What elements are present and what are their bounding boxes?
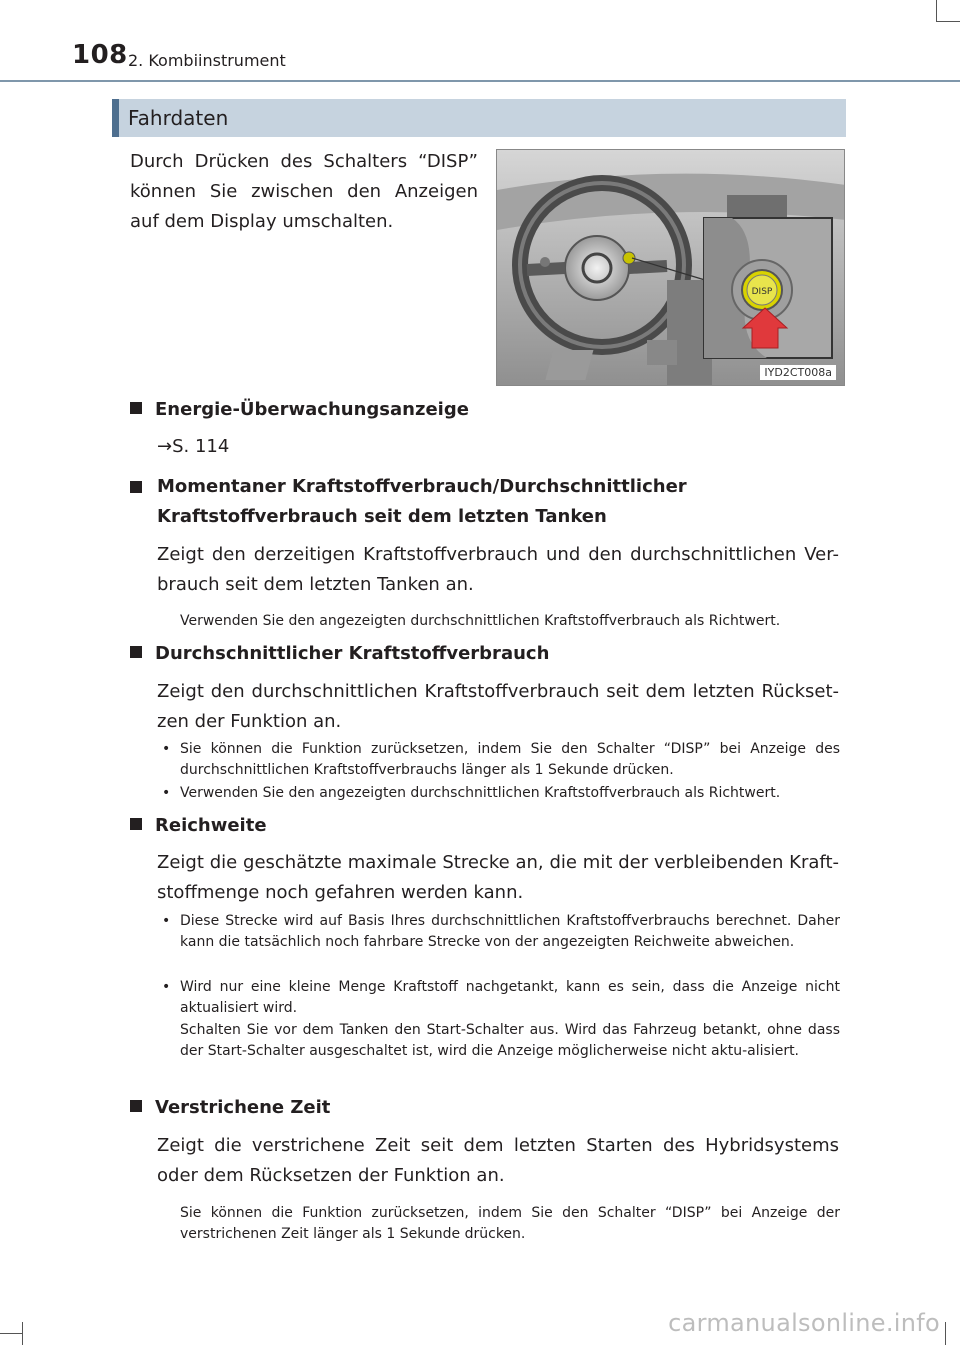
list-item-text: Wird nur eine kleine Menge Kraftstoff nachgetankt, kann es sein, dass die Anzeige nicht aktualisiert wird. [180, 979, 840, 1016]
heading-text: Momentaner Kraftstoffverbrauch/Durchschnittlicher Kraftstoffverbrauch seit dem letzten Tanken [157, 476, 687, 527]
item-heading [130, 811, 267, 841]
list-item [162, 739, 840, 781]
crop-mark [945, 1322, 946, 1345]
heading-text: Durchschnittlicher Kraftstoffverbrauch [155, 643, 550, 664]
list-item-text: Sie können die Funktion zurücksetzen, indem Sie den Schalter “DISP” bei Anzeige des durchschnittlichen Kraftstoffverbrauchs länger als 1 Sekunde drücken. [180, 741, 840, 778]
item-text: Zeigt den durchschnittlichen Kraftstoffverbrauch seit dem letzten Rückset-zen der Funktion an. [157, 681, 839, 732]
figure-code: IYD2CT008a [760, 365, 836, 380]
disp-button-label: DISP [751, 287, 773, 297]
crop-mark [0, 1333, 22, 1334]
page-reference: →S. 114 [157, 436, 230, 457]
heading-text: Verstrichene Zeit [155, 1097, 331, 1118]
list-item [162, 783, 840, 804]
crop-mark [22, 1322, 23, 1345]
crop-mark [936, 21, 960, 22]
dashboard-drawing [497, 150, 845, 386]
intro-paragraph: Durch Drücken des Schalters “DISP” können Sie zwischen den Anzeigen auf dem Display umschalten. [130, 151, 478, 232]
item-heading [130, 1093, 330, 1123]
list-item-text: Verwenden Sie den angezeigten durchschnittlichen Kraftstoffverbrauch als Richtwert. [180, 785, 781, 801]
header-rule [0, 80, 960, 82]
square-bullet-icon [130, 1100, 142, 1112]
list-item-text: Schalten Sie vor dem Tanken den Start-Schalter aus. Wird das Fahrzeug betankt, ohne dass der Start-Schalter ausgeschaltet ist, wird die Anzeige möglicherweise nicht aktu-alisiert. [180, 1022, 840, 1059]
section-title: Fahrdaten [128, 106, 229, 130]
heading-text: Energie-Überwachungsanzeige [155, 399, 469, 420]
item-note: Sie können die Funktion zurücksetzen, indem Sie den Schalter “DISP” bei Anzeige der verstrichenen Zeit länger als 1 Sekunde drücken. [180, 1205, 840, 1242]
item-heading [130, 472, 840, 532]
item-text: Zeigt die verstrichene Zeit seit dem letzten Starten des Hybridsystems oder dem Rücksetzen der Funktion an. [157, 1135, 839, 1186]
heading-text: Reichweite [155, 815, 267, 836]
bullet-icon: • [162, 913, 171, 929]
chapter-title: 2. Kombiinstrument [128, 51, 286, 70]
square-bullet-icon [130, 481, 142, 493]
list-item-text: Diese Strecke wird auf Basis Ihres durchschnittlichen Kraftstoffverbrauchs berechnet. Daher kann die tatsächlich noch fahrbare Strecke von der angezeigten Reichweite abweichen. [180, 913, 840, 950]
list-item-continuation [162, 1020, 840, 1062]
bullet-icon: • [162, 785, 171, 801]
square-bullet-icon [130, 818, 142, 830]
bullet-icon: • [162, 979, 171, 995]
item-text: Zeigt die geschätzte maximale Strecke an, die mit der verbleibenden Kraft-stoffmenge noch gefahren werden kann. [157, 852, 839, 903]
page-number: 108 [72, 40, 128, 70]
square-bullet-icon [130, 402, 142, 414]
list-item [162, 977, 840, 1019]
dashboard-illustration [496, 149, 845, 386]
watermark: carmanualsonline.info [668, 1309, 940, 1337]
list-item [162, 911, 840, 953]
square-bullet-icon [130, 646, 142, 658]
item-note: Verwenden Sie den angezeigten durchschnittlichen Kraftstoffverbrauch als Richtwert. [180, 613, 781, 629]
item-heading [130, 395, 469, 425]
item-heading [130, 639, 549, 669]
bullet-icon: • [162, 741, 171, 757]
item-text: Zeigt den derzeitigen Kraftstoffverbrauch und den durchschnittlichen Ver-brauch seit dem letzten Tanken an. [157, 544, 839, 595]
crop-mark [936, 0, 937, 22]
